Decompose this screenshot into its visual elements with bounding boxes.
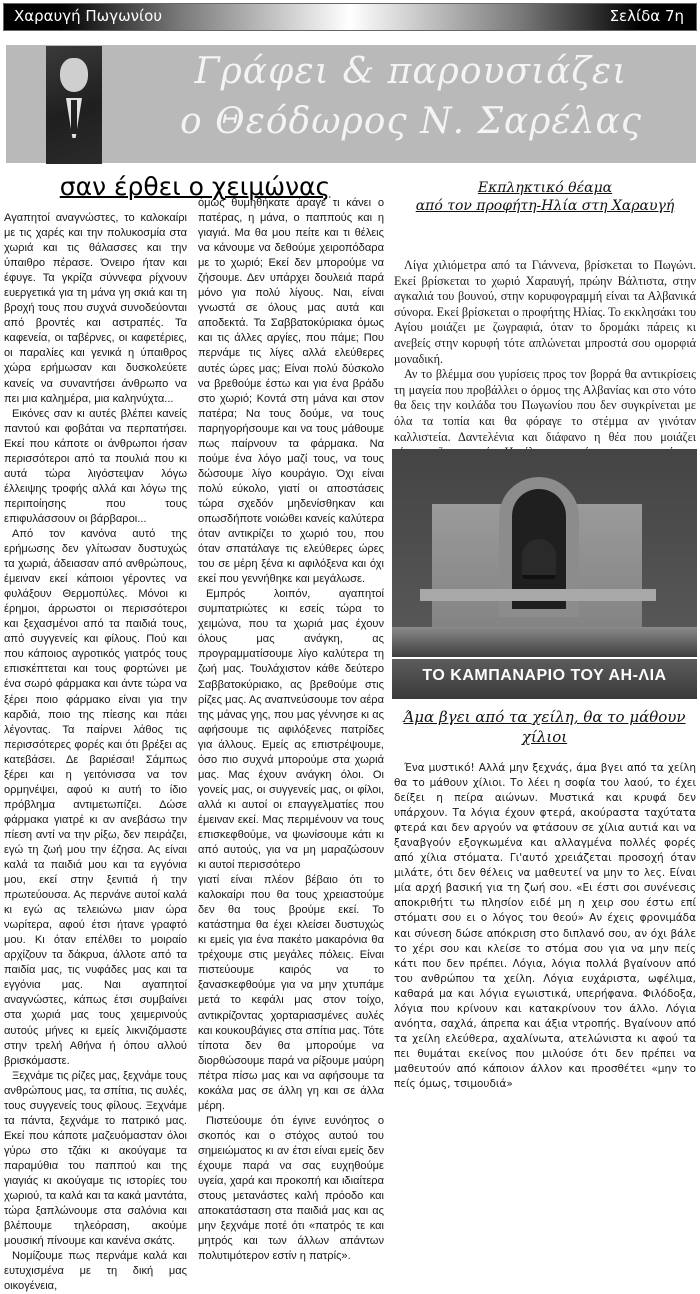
paragraph: Λίγα χιλιόμετρα από τα Γιάννενα, βρίσκεται το Πωγώνι. Εκεί βρίσκεται το χωριό Χαραυγή, πρώην Βάλτιστα, στην αγκαλιά του βουνού, στην κορυφογραμμή είναι τα Αλβανικά σύνορα. Εκεί βρίσκεται ο προφήτης Ηλίας. Το εκκλησάκι του Αγίου μοιάζει με ζωγραφιά, όταν το δρομάκι πάρεις κι ανεβείς στην κορυφή τότε απλώνεται μπροστά σου ομορφιά μοναδική. (394, 258, 696, 366)
paragraph: Αν το βλέμμα σου γυρίσεις προς τον βορρά θα αντικρίσεις τη μαγεία που προβάλλει ο όρμος της Αλβανίας και στο νότο θα δεις την κοιλάδα του Πωγωνίου που δεν συγκρίνεται με όλα τα τοπία και θα φόραγε το στέμμα αν γινόταν καλλιστεία. Δαντελένια και διάφανο η θέα που μοιάζει (394, 367, 696, 444)
main-article-column-1 (4, 211, 187, 1294)
main-article-column-2 (198, 196, 384, 1264)
banner-title-line1: Γράφει & παρουσιάζει (194, 51, 628, 92)
bell-icon (522, 539, 556, 579)
portrait-face (60, 58, 88, 92)
photo-caption-band (392, 659, 697, 699)
paragraph: όμως θυμηθήκατε άραγε τι κάνει ο πατέρας, η μάνα, ο παππούς και η γιαγιά. Μα θα μου πείτε και τι θέλεις να κάνουμε να δεθούμε χειροπόδαρα με το χωριό; Εκεί δεν μπορούμε να ζήσουμε. Δεν υπάρχει δουλειά παρά μόνο για πολύ λίγους. Ναι, είναι γνωστά σε όλους μας αυτά και αποδεκτά. Τα Σαββατοκύριακα όμως και τις άλλες αργίες, που πάμε; Που περνάμε τις λίγες αλλά ελεύθερες αυτές ώρες μας; Είναι πολύ δύσκολο να βρεθούμε έστω και για ένα βράδυ στο χωριό; Κοντά στη μάνα και στον πατέρα; Να τους δούμε, να τους παρηγορήσουμε και να τους μάθουμε πως παίρνουν τα φάρμακα. Να πούμε ένα λόγο μαζί τους, να τους δώσουμε λίγο κουράγιο. Όχι είναι πολύ εύκολο, γιατί οι αποστάσεις τώρα σχεδόν μηδενίσθηκαν και οπωσδήποτε νοιώθει κανείς καλύτερα όταν αντικρίζει το χωριό του, που όταν σπατάλαγε τις ελεύθερες ώρες του σε μέρη ξένα κι αφιλόξενα και όχι εκεί που γεννήθηκε και μεγάλωσε. (198, 197, 384, 586)
view-title-line2: από τον προφήτη-Ηλία στη Χαραυγή (415, 198, 675, 214)
paragraph: Ξεχνάμε τις ρίζες μας, ξεχνάμε τους ανθρώπους μας, τα σπίτια, τις αυλές, τους συγγενείς τους φίλους. Ξεχνάμε τα πάντα, ξεχνάμε το πατρικό μας. Εκεί που κάποτε μαζευόμασταν όλοι γύρω στο τζάκι κι ακούγαμε τα παραμύθια του παππού και της γιαγιάς κι ακούγαμε τις ιστορίες του χωριού, τα καλά και τα κακά μαντάτα, τώρα ξαπλώνουμε στα σαλόνια και βλέπουμε τηλεόραση, ακούμε μουσική πίνουμε και κανένα σκάτς. (4, 1069, 187, 1248)
paragraph: γιατί είναι πλέον βέβαιο ότι το καλοκαίρι που θα τους χρειαστούμε δεν θα τους βρούμε εκεί. Το κατάστημα θα έχει κλείσει δυστυχώς κι εμείς για ένα πακέτο μακαρόνια θα τρέχουμε στις μεγάλες πόλεις. Είναι πιστεύουμε καιρός να το ξανασκεφθούμε για να μην χτυπάμε μετά το κεφάλι μας στον τοίχο, αντικρίζοντας χορταριασμένες αυλές και κουκουβάγιες στα σπίτια μας. Τότε τίποτα δεν θα μπορούμε να διορθώσουμε παρά να ρίξουμε μαύρη πέτρα πίσω μας και να αφήσουμε τα κοκάλα μας σε άλλη γη και σε άλλα μέρη. (198, 874, 384, 1112)
paragraph: Ένα μυστικό! Αλλά μην ξεχνάς, άμα βγει από τα χείλη θα το μάθουν χίλιοι. Το λέει η σοφία του λαού, το έχει δείξει η πείρα αιώνων. Μυστικά και κρυφά δεν υπάρχουν. Τα λόγια έχουν φτερά, ακούραστα ταχύτατα φτερά και δεν αργούν να φτάσουν σε χίλια αυτιά και να ξαναβγούν εξογκωμένα και αλλαγμένα πολλές φορές από χίλια στόματα. Γι'αυτό χρειάζεται προσοχή όταν μιλάτε, ότι δεν θέλεις να μαθευτεί να μην το λες. Είναι μία αρχή βασική για τη ζωή σου. «Ει έστι σοι συνένεσις αποκριθήτι τω πλησίον ειδέ μη η χειρ σου έστω επί στόματι σου ει ο λόγος του θεού» Αν έχεις φρονιμάδα και σύνεση δώσε απόκριση στο διπλανό σου, αν όχι βάλε το χέρι σου και κλείσε το στόμα σου για να μην πείς κάτι που δεν πρέπει. Λόγια, λόγια πολλά βγαίνουν από του ανθρώπου τα χείλη. Λόγια ευχάριστα, ωφέλιμα, καθαρά μα και λόγια εγωιστικά, υπερήφανα. Φιλόδοξα, λόγια που κρίνουν και κατακρίνουν τον άλλο. Λόγια ανόητα, σαχλά, άπρεπα και άξια ντροπής. Βγαίνουν από τα χείλη ελεύθερα, αχαλίνωτα, ατελώνιστα κι αφού τα πει θυμάται εκείνος που μιλούσε ότι δεν πρέπει να μαθευτούν από κάποιον άλλον και προσθέτει «μην το πείς όμως, τσιμουδιά» (394, 762, 696, 1090)
secret-article-body (394, 761, 696, 1092)
secret-article-title: Άμα βγει από τα χείλη, θα το μάθουν χίλιοι (403, 708, 686, 746)
page-number: Σελίδα 7η (609, 7, 684, 25)
portrait-tie (71, 100, 77, 134)
paragraph: Από τον κανόνα αυτό της ερήμωσης δεν γλίτωσαν δυστυχώς τα χωριά, άδειασαν από ανθρώπους, έμειναν εκεί κάποιοι γέροντες να φυλάξουν Θερμοπύλες. Μόνοι κι έρημοι, άρρωστοι οι περισσότεροι και ξεχασμένοι από τα παιδιά τους, από συγγενείς και φίλους. Πού και που κάποιος αγροτικός γιατρός τους επισκέπτεται και τους φορτώνει με ένα σωρό φάρμακα και άντε τώρα να ξέρει ποιο φάρμακο είναι για την καρδιά, ποιο της πίεσης και πάει λέγοντας. Τα παίρνει λάθος τις περισσότερες φορές και ότι βρέξει ας κατεβάσει. Δε βαριέσαι! Σάμπως ξέρει και η γειτόνισσα να τον ορμηνέψει, αφού κι αυτή το ίδιο πρόβλημα αντιμετωπίζει. Δώσε φάρμακα γιατρέ κι αν ανεβάσω την πίεση αντί να την ρίξω, δεν πειράζει, εγώ τη ζωή μου την έζησα. Ας είναι καλά τα παιδιά μου και τα εγγόνια μου, εκεί στην ξενιτιά ή την πρωτεύουσα. Ας περνάνε αυτοί καλά κι εγώ ας τελειώνω μιαν ώρα νωρίτερα, αφού έτσι ήτανε γραφτό μου. Κι όταν επέλθει το μοιραίο αρχίζουν τα δάκρυα, άλλοτε από τα παιδία μας, τις νυφάδες μας και τα εγγόνια μας. Ναι αγαπητοί αναγνώστες, κάπως έτσι συμβαίνει στα χωριά μας τους χειμερινούς αυτούς μήνες κι εμείς λικνιζόμαστε στην τρελή Αθήνα ή όπου αλλού βρισκόμαστε. (4, 527, 187, 1067)
paragraph: Νομίζουμε πως περνάμε καλά και ευτυχισμένα με τη δική μας οικογένεια, (4, 1250, 187, 1293)
banner-title-line2: ο Θεόδωρος Ν. Σαρέλας (179, 101, 643, 142)
paragraph: Εικόνες σαν κι αυτές βλέπει κανείς παντού και φοβάται να περπατήσει. Εκεί που κάποτε οι άνθρωποι ήσαν περισσότεροι από τα πουλιά που κι αυτά τώρα λιγόστεψαν λόγω έλλειψης τροφής αλλά και λόγω της περιποίησης που τους επιφυλάσσουν οι βάρβαροι... (4, 407, 187, 525)
publication-name: Χαραυγή Πωγωνίου (14, 7, 162, 25)
paragraph: Πιστεύουμε ότι έγινε ευνόητος ο σκοπός και ο στόχος αυτού του σημειώματος κι αν έτσι είναι εμείς δεν έχουμε παρά να σας ευχηθούμε υγεία, χαρά και προκοπή και ιδιαίτερα στους μετανάστες καλή πρόοδο και αποκατάσταση στα παιδιά μας και ας μην ξεχνάμε ποτέ ότι «πατρός τε και μητρός και των άλλων απάντων πολυτιμότερον εστίν η πατρίς». (198, 1114, 384, 1263)
author-portrait (46, 46, 102, 164)
view-article-title (410, 179, 680, 215)
photo-roof (392, 627, 697, 657)
paragraph: Εμπρός λοιπόν, αγαπητοί συμπατριώτες κι εσείς τώρα το χειμώνα, που τα χωριά μας έχουν όλους μας ανάγκη, ας προγραμματίσουμε λίγο καλύτερα τη ζωή μας. Τουλάχιστον κάθε δεύτερο Σαββατοκύριακο, ας βρεθούμε στις ρίζες μας. Ας αναπνεύσουμε τον αέρα της μάνας γης, που μας γέννησε κι ας αφήσουμε τις αφιλόξενες πατρίδες για άλλους. Εμείς ας επιστρέψουμε, όσο πιο συχνά μπορούμε στα χωριά μας. Μας έχουν ανάγκη όλοι. Οι γονείς μας, οι συγγενείς μας, οι φίλοι, αλλά κι αυτοί οι επαγγελματίες που έμειναν εκεί. Μας περιμένουν να τους επισκεφθούμε, να ψωνίσουμε κάτι κι από αυτούς, για να μη μαραζώσουν κι αυτοί περισσότερο (198, 588, 384, 872)
bell-tower-photo (392, 449, 697, 657)
view-title-line1: Εκπληκτικό θέαμα (477, 180, 613, 196)
author-banner (6, 45, 696, 163)
paragraph: Αγαπητοί αναγνώστες, το καλοκαίρι με τις χαρές και την πολυκοσμία στα χωριά και τις θάλασσες και την ύπαιθρο πέρασε. Όνειρο ήταν και έφυγε. Τα γκρίζα σύννεφα ρίχνουν ευεργετικά για τη μάνα γη σκιά και τη βροχή τους που συχνά συνοδεύονται από βροντές και αστραπές. Τα καφενεία, οι ταβέρνες, οι καφετέριες, οι παραλίες και γενικά η ύπαιθρος χώρα ερήμωσαν και δυσκολεύετε κανείς να συναντήσει άνθρωπο να πει μια καλημέρα, μια καληνύχτα... (4, 212, 187, 405)
photo-ledge (420, 589, 656, 601)
banner-title (126, 47, 696, 147)
page-header (3, 3, 697, 31)
photo-caption: ΤΟ ΚΑΜΠΑΝΑΡΙΟ ΤΟΥ ΑΗ-ΛΙΑ (422, 667, 667, 684)
main-article-title: σαν έρθει ο χειμώνας (59, 172, 331, 201)
